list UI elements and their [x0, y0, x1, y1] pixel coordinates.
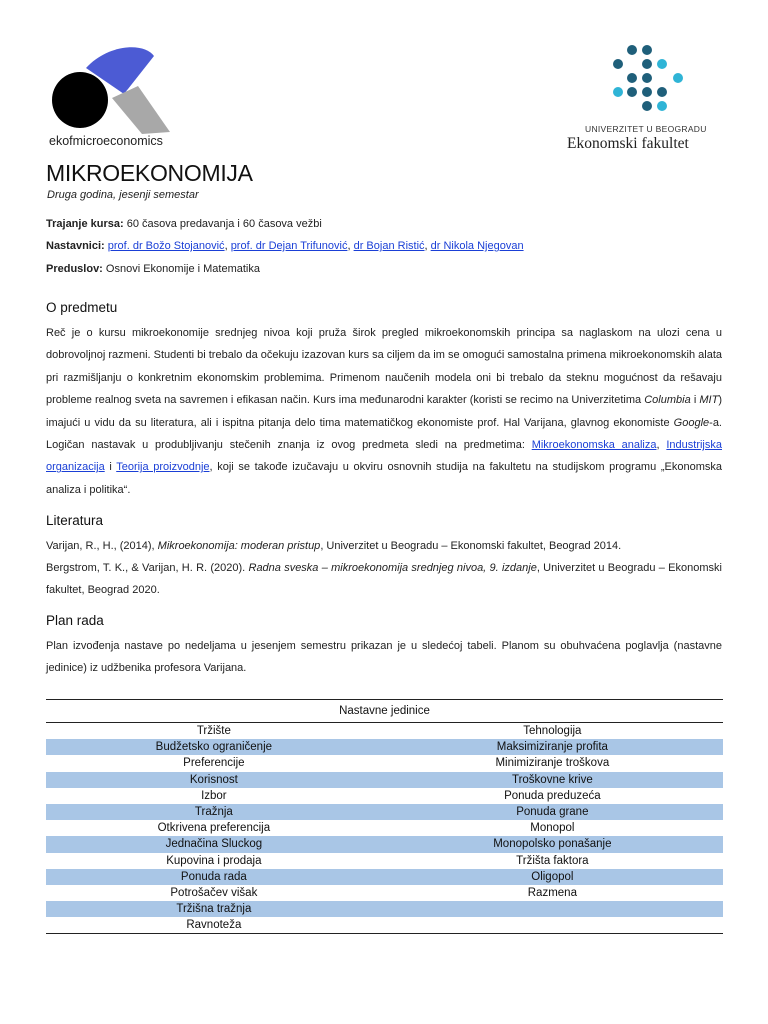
faculty-name: Ekonomski fakultet: [567, 135, 689, 152]
left-logo-text: ekofmicroeconomics: [49, 134, 163, 148]
university-name: UNIVERZITET U BEOGRADU: [585, 124, 707, 134]
table-cell: Kupovina i prodaja: [166, 854, 262, 867]
table-cell: Razmena: [527, 886, 577, 899]
table-row: [46, 869, 723, 885]
table-cell: Ponuda preduzeća: [504, 789, 601, 802]
plan-paragraph: Plan izvođenja nastave po nedeljama u jesenjem semestru prikazan je u sledećoj tabeli. Planom su obuhvaćena poglavlja (nastavne jedinice) iz udžbenika profesora Varijana.: [46, 640, 722, 675]
teacher-link-ristic[interactable]: dr Bojan Ristić: [353, 240, 425, 252]
table-cell: Tržišta faktora: [516, 854, 589, 867]
table-cell: Monopolsko ponašanje: [382, 836, 723, 852]
table-cell: Otkrivena preferencija: [157, 822, 271, 835]
table-row: [46, 772, 723, 788]
table-row: [46, 917, 723, 934]
table-row: [46, 804, 723, 820]
table-row: [46, 836, 723, 852]
table-cell: Korisnost: [46, 772, 382, 788]
table-row: [46, 901, 723, 917]
teacher-link-stojanovic[interactable]: prof. dr Božo Stojanović: [107, 240, 225, 252]
table-cell: [382, 917, 723, 934]
table-body: [46, 723, 723, 934]
literature-heading: Literatura: [46, 513, 104, 528]
table-cell: Preferencije: [183, 757, 245, 770]
table-cell: Tražnja: [46, 804, 382, 820]
course-link-industrijska-organizacija[interactable]: Industrijska organizacija: [46, 439, 722, 474]
prereq-label: Preduslov:: [46, 263, 103, 275]
teacher-link-trifunovic[interactable]: prof. dr Dejan Trifunović: [230, 240, 348, 252]
table-cell: Budžetsko ograničenje: [46, 739, 382, 755]
table-row: [46, 739, 723, 755]
table-cell: Maksimiziranje profita: [382, 739, 723, 755]
about-heading: O predmetu: [46, 300, 118, 315]
teaching-units-table: [46, 699, 723, 934]
table-row: [46, 853, 723, 869]
course-link-mikroekonomska-analiza[interactable]: Mikroekonomska analiza: [531, 439, 657, 452]
teacher-link-njegovan[interactable]: dr Nikola Njegovan: [430, 240, 524, 252]
table-cell: Ravnoteža: [46, 917, 382, 934]
duration-label: Trajanje kursa:: [46, 218, 124, 230]
table-cell: Ponuda grane: [382, 804, 723, 820]
table-cell: Tržišna tražnja: [46, 901, 382, 917]
table-cell: [382, 901, 723, 917]
table-cell: Izbor: [201, 789, 227, 802]
table-row: [46, 723, 723, 740]
course-link-teorija-proizvodnje[interactable]: Teorija proizvodnje: [116, 461, 210, 474]
literature-ref-1: Varijan, R., H., (2014), Mikroekonomija: moderan pristup, Univerzitet u Beogradu – Ekonomski fakultet, Beograd 2014.: [46, 540, 622, 552]
table-cell: Tržište: [196, 725, 231, 738]
table-cell: Jednačina Sluckog: [46, 836, 382, 852]
table-cell: Monopol: [530, 822, 575, 835]
table-header-row: [46, 700, 723, 723]
duration-value: 60 časova predavanja i 60 časova vežbi: [126, 218, 322, 230]
table-cell: Ponuda rada: [46, 869, 382, 885]
table-row: [46, 788, 723, 804]
course-prerequisite: [46, 263, 260, 275]
table-cell: Minimiziranje troškova: [495, 757, 610, 770]
table-header: Nastavne jedinice: [46, 700, 723, 723]
table-cell: Potrošačev višak: [170, 886, 258, 899]
logo-gray-shape: [112, 86, 170, 134]
logo-black-circle: [52, 72, 108, 128]
about-paragraph: Reč je o kursu mikroekonomije srednjeg nivoa koji pruža širok pregled mikroekonomskih principa sa naglaskom na ulozi cena u dobrovoljnoj razmeni. Studenti bi trebalo da očekuju izazovan kurs sa ciljem da im se omogući samostalna primena mikroekonomskih alata pri razmišljanju o konkretnim ekonomskim problemima. Primenom naučenih modela oni bi trebalo da steknu mogućnost da rešavaju probleme realnog sveta na savremen i efikasan način. Kurs ima međunarodni karakter (koristi se recimo na Univerzitetima Columbia i MIT) imajući u vidu da su literatura, ali i ispitna pitanja delo tima matematičkog ekonomiste prof. Hal Varijana, glavnog ekonomiste Google-a. Logičan nastavak u produbljivanju stečenih znanja iz ovog predmeta sledi na predmetima: Mikroekonomska analiza, Industrijska organizacija i Teorija proizvodnje, koji se takođe izučavaju u okviru osnovnih studija na fakultetu na studijskom programu „Ekonomska analiza i politika“.: [46, 327, 722, 496]
course-teachers: Nastavnici: prof. dr Božo Stojanović, prof. dr Dejan Trifunović, dr Bojan Ristić, dr Nikola Njegovan: [46, 240, 524, 252]
ekonomski-fakultet-logo: [600, 44, 696, 116]
prereq-value: Osnovi Ekonomije i Matematika: [105, 263, 260, 275]
page-title: MIKROEKONOMIJA: [46, 160, 253, 186]
table-cell: Tehnologija: [523, 725, 582, 738]
table-cell: Troškovne krive: [382, 772, 723, 788]
table-row: [46, 820, 723, 836]
table-cell: Oligopol: [382, 869, 723, 885]
plan-heading: Plan rada: [46, 613, 104, 628]
table-row: [46, 755, 723, 771]
table-row: [46, 885, 723, 901]
course-subtitle: Druga godina, jesenji semestar: [47, 189, 199, 201]
course-duration: [46, 218, 322, 230]
literature-ref-2: Bergstrom, T. K., & Varijan, H. R. (2020). Radna sveska – mikroekonomija srednjeg nivoa, 9. izdanje, Univerzitet u Beogradu – Ekonomski fakultet, Beograd 2020.: [46, 562, 722, 597]
teachers-label: Nastavnici:: [46, 240, 105, 252]
